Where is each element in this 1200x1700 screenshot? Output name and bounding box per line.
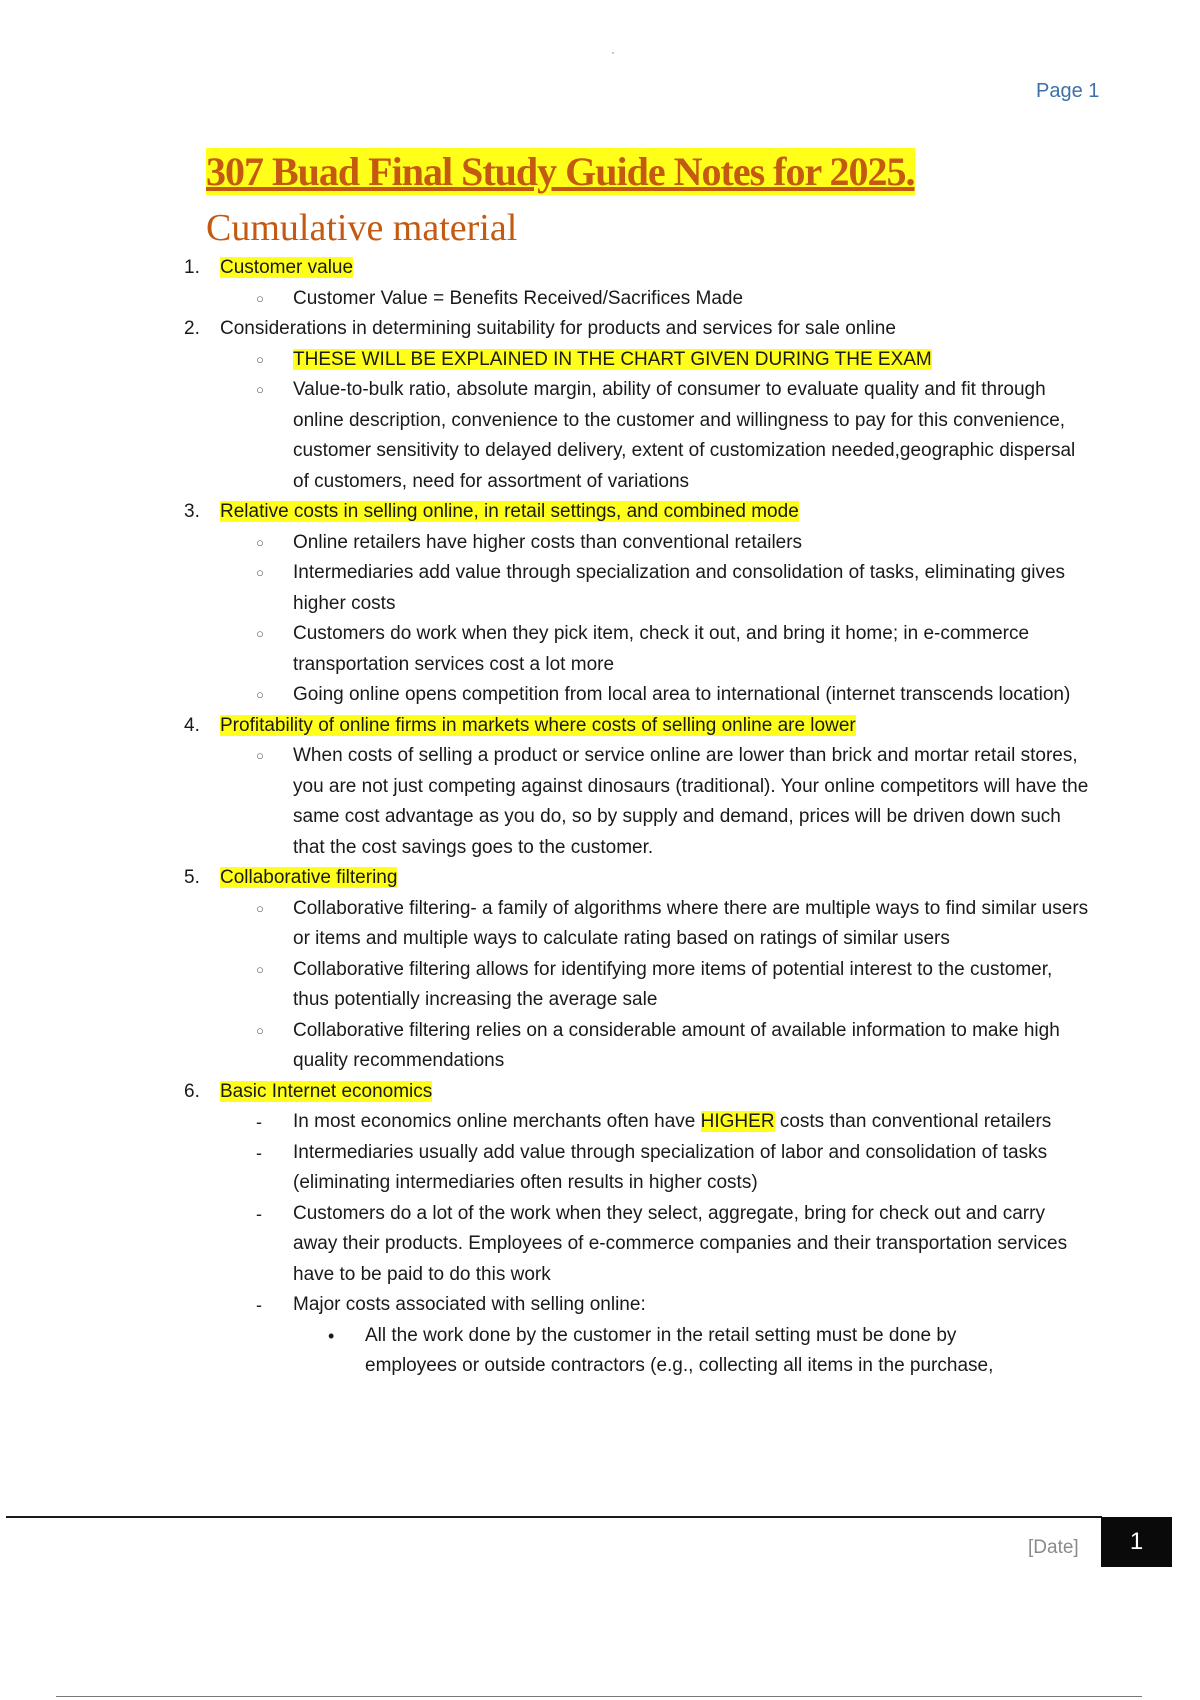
bullet-text: Customer Value = Benefits Received/Sacrifices Made <box>293 287 744 309</box>
circle-bullet-icon: ○ <box>256 382 264 397</box>
bullet-text: Value-to-bulk ratio, absolute margin, ability of consumer to evaluate quality and fit through online description, convenience to the customer and willingness to pay for this convenience, customer sensitivity to delayed delivery, extent of customization needed,geographic dispersal of customers, need for assortment of variations <box>293 379 1076 492</box>
bullet-list <box>0 1107 1200 1382</box>
circle-bullet-icon: ○ <box>256 290 264 306</box>
bullet-item <box>0 619 1200 680</box>
dot-bullet-icon: • <box>328 1325 335 1346</box>
bullet-item <box>0 680 1200 711</box>
dash-bullet-icon: - <box>256 1203 262 1224</box>
bullet-item <box>0 345 1200 376</box>
bullet-list <box>0 741 1200 863</box>
bullet-text: costs than conventional retailers <box>774 1111 1052 1132</box>
bullet-text: Online retailers have higher costs than conventional retailers <box>293 531 803 553</box>
bullet-item <box>0 1290 1200 1321</box>
page-dot <box>612 52 614 54</box>
bullet-text: In most economics online merchants often have <box>293 1111 701 1132</box>
circle-bullet-icon: ○ <box>256 626 264 641</box>
dash-bullet-icon: - <box>256 1112 262 1132</box>
bullet-item <box>0 528 1200 559</box>
circle-bullet-icon: ○ <box>256 534 264 550</box>
sub-bullet-item <box>0 1321 1200 1382</box>
list-item <box>0 1077 1200 1382</box>
bullet-text: Customers do work when they pick item, check it out, and bring it home; in e-commerce transportation services cost a lot more <box>293 623 1030 675</box>
bullet-item <box>0 1107 1200 1138</box>
section-number: 3. <box>184 501 200 522</box>
bullet-item <box>0 284 1200 315</box>
section-heading-text: Basic Internet economics <box>220 1080 433 1102</box>
list-item <box>0 497 1200 711</box>
bullet-text: Collaborative filtering relies on a considerable amount of available information to make high quality recommendations <box>293 1019 1060 1071</box>
list-item <box>0 253 1200 314</box>
circle-bullet-icon: ○ <box>256 1022 264 1038</box>
bullet-text: Collaborative filtering- a family of algorithms where there are multiple ways to find similar users or items and multiple ways to calculate rating based on ratings of similar users <box>293 897 1089 949</box>
section-heading <box>0 863 1200 894</box>
bullet-item <box>0 741 1200 863</box>
section-heading-text: Collaborative filtering <box>220 867 398 888</box>
section-number: 2. <box>184 318 200 339</box>
list-item <box>0 863 1200 1077</box>
sub-bullet-text: All the work done by the customer in the retail setting must be done by employees or outside contractors (e.g., collecting all items in the purchase, <box>365 1324 994 1376</box>
bullet-text: Intermediaries usually add value through specialization of labor and consolidation of tasks (eliminating intermediaries often results in higher costs) <box>293 1141 1048 1193</box>
circle-bullet-icon: ○ <box>256 900 264 916</box>
bullet-item <box>0 558 1200 619</box>
document-subtitle: Cumulative material <box>206 207 518 249</box>
bullet-list <box>0 345 1200 498</box>
section-number: 5. <box>184 867 200 888</box>
circle-bullet-icon: ○ <box>256 748 264 763</box>
highlighted-word: HIGHER <box>700 1111 775 1132</box>
section-heading-text: Profitability of online firms in markets where costs of selling online are lower <box>220 714 856 736</box>
bullet-list <box>0 894 1200 1077</box>
bullet-item <box>0 1199 1200 1291</box>
bullet-text: THESE WILL BE EXPLAINED IN THE CHART GIVEN DURING THE EXAM <box>293 348 932 370</box>
dash-bullet-icon: - <box>256 1142 262 1163</box>
circle-bullet-icon: ○ <box>256 687 264 702</box>
bullet-item <box>0 1016 1200 1077</box>
footer-date: [Date] <box>1028 1537 1079 1558</box>
bullet-item <box>0 955 1200 1016</box>
bullet-list <box>0 528 1200 711</box>
section-heading <box>0 497 1200 528</box>
section-number: 4. <box>184 714 200 736</box>
section-heading <box>0 253 1200 284</box>
bottom-rule <box>56 1696 1142 1697</box>
page-number: 1 <box>1129 1528 1144 1555</box>
circle-bullet-icon: ○ <box>256 565 264 580</box>
bullet-item <box>0 375 1200 497</box>
bullet-list <box>0 284 1200 315</box>
bullet-text: Going online opens competition from local area to international (internet transcends location) <box>293 684 1071 705</box>
bullet-text: Intermediaries add value through specialization and consolidation of tasks, eliminating gives higher costs <box>293 562 1066 614</box>
section-number: 1. <box>184 257 200 278</box>
page-number-box <box>1101 1517 1172 1567</box>
page-label: Page 1 <box>1036 80 1100 102</box>
bullet-text: Collaborative filtering allows for identifying more items of potential interest to the customer, thus potentially increasing the average sale <box>293 958 1053 1010</box>
dash-bullet-icon: - <box>256 1295 262 1315</box>
section-heading <box>0 314 1200 345</box>
list-item <box>0 711 1200 864</box>
list-item <box>0 314 1200 497</box>
section-heading-text: Customer value <box>220 257 354 278</box>
notes-content <box>0 253 1200 1382</box>
bullet-item <box>0 894 1200 955</box>
bullet-text: When costs of selling a product or service online are lower than brick and mortar retail stores, you are not just competing against dinosaurs (traditional). Your online competitors will have the same cost advantage as you do, so by supply and demand, prices will be driven down such that the cost savings goes to the customer. <box>293 745 1089 858</box>
bullet-item <box>0 1138 1200 1199</box>
circle-bullet-icon: ○ <box>256 961 264 977</box>
section-heading-text: Relative costs in selling online, in retail settings, and combined mode <box>220 501 799 522</box>
section-heading <box>0 1077 1200 1108</box>
section-heading <box>0 711 1200 742</box>
circle-bullet-icon: ○ <box>256 351 264 367</box>
section-heading-text: Considerations in determining suitability for products and services for sale online <box>220 318 896 339</box>
footer-divider <box>6 1516 1102 1518</box>
document-title: 307 Buad Final Study Guide Notes for 2025. <box>206 149 915 194</box>
section-number: 6. <box>184 1080 200 1102</box>
bullet-text: Major costs associated with selling online: <box>293 1294 646 1315</box>
bullet-text: Customers do a lot of the work when they select, aggregate, bring for check out and carry away their products. Employees of e-commerce companies and their transportation services have to be paid to do this work <box>293 1202 1068 1285</box>
